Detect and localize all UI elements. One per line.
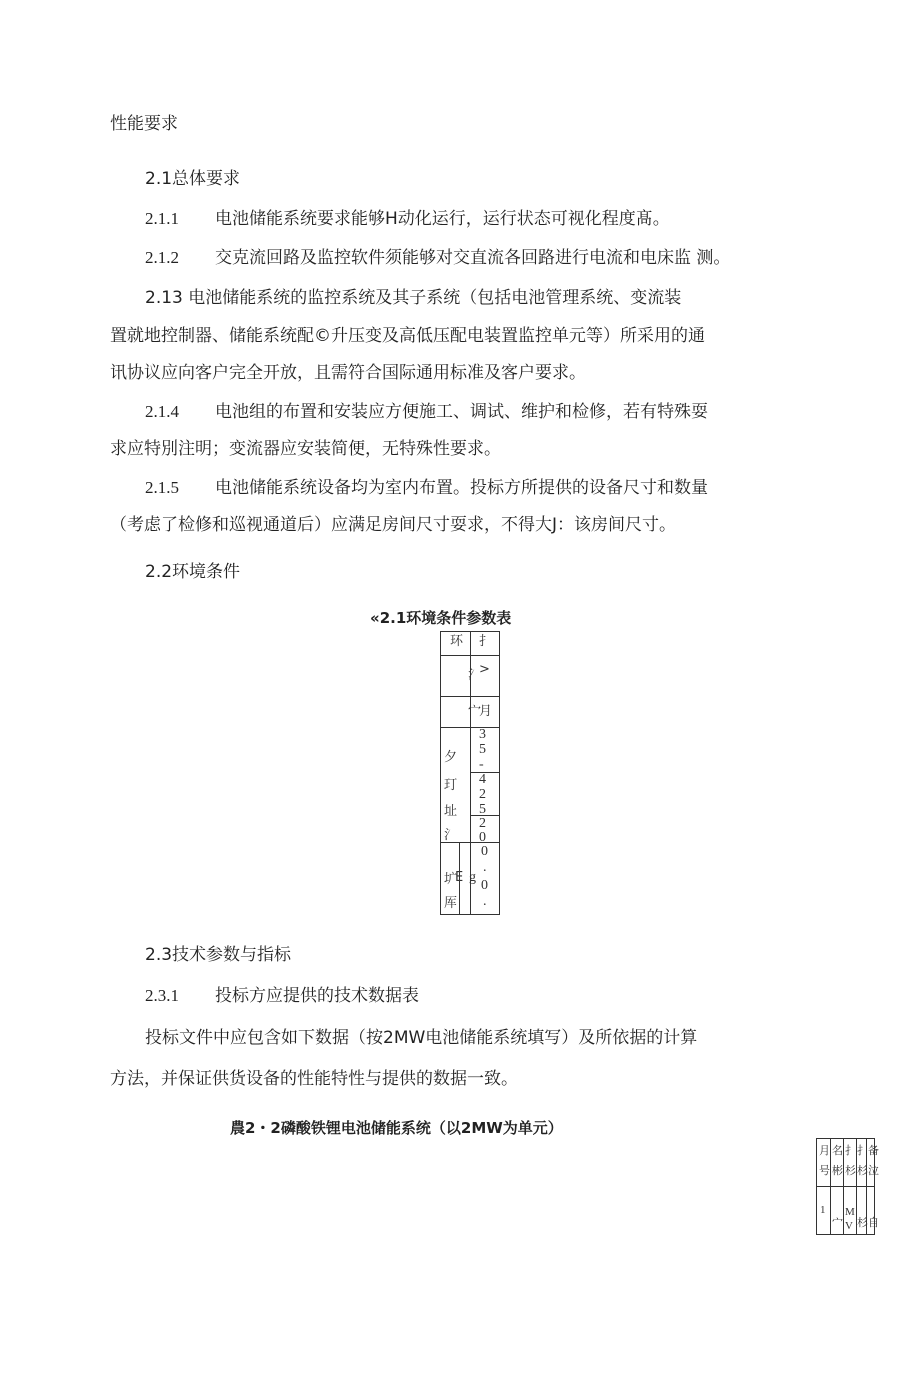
table-cell: 圹 xyxy=(444,872,458,887)
table-cell: M xyxy=(845,1206,855,1218)
table-cell: 自 xyxy=(868,1216,879,1229)
table-header-cell: 泣 xyxy=(868,1164,879,1177)
table-cell: 0 xyxy=(479,830,486,845)
item-2-1-3-line1: 2.13 电池储能系统的监控系统及其子系统（包括电池管理系统、变流装 xyxy=(145,288,682,308)
table-header-cell: 彬 xyxy=(832,1164,843,1177)
table-cell: 宀 xyxy=(832,1216,843,1229)
section-2-2-title: 2.2环境条件 xyxy=(145,562,241,582)
table-header-cell: 杉 xyxy=(857,1164,868,1177)
paragraph-line1: 投标文件中应包含如下数据（按2MW电池储能系统填写）及所依据的计算 xyxy=(145,1028,698,1048)
item-2-1-5-line1: 电池储能系统设备均为室内布置。投标方所提供的设备尺寸和数量 xyxy=(215,478,708,498)
table-cell: 玎 xyxy=(444,778,458,793)
table-header-cell: 月 xyxy=(819,1144,830,1157)
item-2-1-4-line1: 电池组的布置和安装应方便施工、调试、维护和检修，若有特殊耍 xyxy=(215,402,708,422)
table-cell: 4 xyxy=(479,772,486,787)
table-2-1-caption: «2.1环境条件参数表 xyxy=(370,609,512,627)
table-cell: . xyxy=(483,894,487,909)
item-2-1-3-line2: 置就地控制器、储能系统配©升压变及高低压配电装置监控单元等）所采用的通 xyxy=(110,326,705,346)
item-2-1-2-number: 2.1.2 xyxy=(145,248,179,267)
paragraph-line2: 方法，并保证供货设备的性能特性与提供的数据一致。 xyxy=(110,1069,518,1089)
item-2-1-2-text: 交克流回路及监控软件须能够对交直流各回路进行电流和电床监 测。 xyxy=(215,248,731,268)
table-cell: 氵 xyxy=(444,828,458,843)
table-cell: 1 xyxy=(820,1204,826,1216)
section-2-1-title: 2.1总体要求 xyxy=(145,169,241,189)
table-header-cell: 名 xyxy=(832,1144,843,1157)
table-cell: > xyxy=(479,662,490,677)
item-2-1-3-line3: 讯协议应向客户完全开放，且需符合国际通用标准及客户要求。 xyxy=(110,363,586,383)
table-cell: 3 xyxy=(479,727,486,742)
table-header-cell: 扌 xyxy=(479,634,493,649)
item-2-1-1-number: 2.1.1 xyxy=(145,209,179,228)
table-2-2-caption: 農2・2磷酸铁锂电池储能系统（以2MW为单元） xyxy=(230,1119,563,1137)
table-cell: 氵 xyxy=(468,668,482,683)
table-cell: 夕 xyxy=(444,750,458,765)
item-2-1-4-line2: 求应特別注明；变流器应安装简便，无特殊性要求。 xyxy=(110,439,501,459)
table-cell: 厍 xyxy=(444,896,458,911)
section-2-3-title: 2.3技术参数与指标 xyxy=(145,945,292,965)
table-header-cell: 备 xyxy=(868,1144,879,1157)
table-cell: 0 xyxy=(481,878,488,893)
item-2-1-5-line2: （考虑了检修和巡视通道后）应满足房间尺寸耍求，不得大J：该房间尺寸。 xyxy=(110,515,677,535)
table-cell: g xyxy=(469,870,476,885)
table-cell: 0 xyxy=(481,844,488,859)
environment-parameter-table xyxy=(440,631,500,915)
table-cell: E xyxy=(455,870,464,885)
item-2-3-1-number: 2.3.1 xyxy=(145,986,179,1005)
table-header-cell: 扌 xyxy=(857,1144,868,1157)
table-cell: 5 xyxy=(479,742,486,757)
section-heading: 性能要求 xyxy=(110,114,178,134)
table-cell: 宀 xyxy=(468,704,482,719)
table-header-cell: 扌 xyxy=(845,1144,856,1157)
item-2-1-1-text: 电池储能系统要求能够H动化运行，运行状态可视化程度髙。 xyxy=(215,209,670,229)
item-2-3-1-text: 投标方应提供的技术数据表 xyxy=(215,986,419,1006)
item-2-1-5-number: 2.1.5 xyxy=(145,478,179,497)
table-cell: - xyxy=(479,757,484,772)
table-cell: 杉 xyxy=(857,1216,868,1229)
table-header-cell: 环 xyxy=(450,634,464,649)
table-header-cell: 杉 xyxy=(845,1164,856,1177)
table-cell: V xyxy=(845,1220,853,1232)
lfp-storage-system-table xyxy=(816,1138,879,1235)
item-2-1-4-number: 2.1.4 xyxy=(145,402,179,421)
table-header-cell: 号 xyxy=(819,1164,830,1177)
table-cell: 月 xyxy=(479,704,493,719)
table-cell: . xyxy=(483,860,487,875)
table-cell: 2 xyxy=(479,787,486,802)
table-cell: 址 xyxy=(444,804,458,819)
table-cell: 2 xyxy=(479,816,486,831)
table-cell: 5 xyxy=(479,802,486,817)
